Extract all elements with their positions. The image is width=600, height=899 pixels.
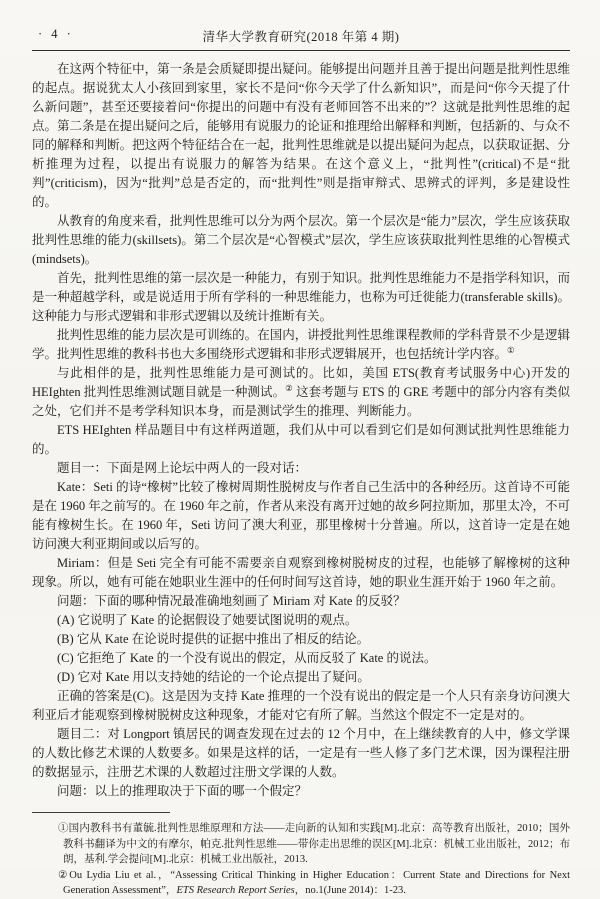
- footnote-marker: ②: [58, 869, 70, 881]
- footnote-text: 国内教科书有董毓.批判性思维原理和方法——走向新的认知和实践[M].北京：高等教育出版社，2010；国外教科书翻译为中文的有摩尔，帕克.批判性思维——带你走出思维的误区[M].北京：机械工业出版社，2012；布朗，基利.学会提问[M].北京：机械工业出版社，2013.: [63, 823, 571, 866]
- footnote-text: Ou Lydia Liu et al.，“Assessing Critical Thinking in Higher Education：Current State and Directions for Next Generation Assessment”，: [63, 869, 570, 897]
- footnote-ref: ①: [507, 344, 515, 355]
- body-paragraph: 首先，批判性思维的第一层次是一种能力，有别于知识。批判性思维能力不是指学科知识，而是一种超越学科，或是说适用于所有学科的一种思维能力，也称为可迁徙能力(transferable skills)。这种能力与形式逻辑和非形式逻辑以及统计推断有关。: [32, 271, 570, 323]
- body-paragraph: 题目一：下面是网上论坛中两人的一段对话：: [57, 461, 308, 475]
- body-paragraph: Miriam：但是 Seti 完全有可能不需要亲自观察到橡树脱树皮的过程，也能够了解橡树的这种现象。所以，她有可能在她职业生涯中的任何时间写这首诗，她的职业生涯开始于 1960 年之前。: [32, 556, 570, 589]
- body-paragraph: 问题：以上的推理取决于下面的哪一个假定？: [57, 784, 308, 798]
- body-paragraph: (B) 它从 Kate 在论说时提供的证据中推出了相反的结论。: [57, 632, 370, 646]
- body-paragraph: Kate：Seti 的诗“橡树”比较了橡树周期性脱树皮与作者自己生活中的各种经历。这首诗不可能是在 1960 年之前写的。在 1960 年之前，作者从来没有离开过她的故乡阿拉斯加，那里太冷，不可能有橡树生长。在 1960 年，Seti 访问了澳大利亚，那里橡树十分普遍。所以，这首诗一定是在她访问澳大利亚期间或以后写的。: [32, 480, 570, 551]
- footnote-marker: ①: [58, 823, 69, 834]
- footnote-list: [58, 821, 570, 899]
- body-paragraph: ETS HEIghten 样品题目中有这样两道题，我们从中可以看到它们是如何测试批判性思维能力的。: [32, 423, 570, 456]
- footnote-rule: [32, 812, 170, 813]
- page-header: [32, 26, 570, 45]
- page-number: · 4 ·: [38, 27, 74, 41]
- header-rule: [32, 50, 570, 51]
- body-paragraph: (A) 它说明了 Kate 的论据假设了她要试图说明的观点。: [57, 613, 358, 627]
- body-paragraph: 问题：下面的哪种情况最准确地刻画了 Miriam 对 Kate 的反驳？: [57, 594, 406, 608]
- footnote-text: ，no.1(June 2014)：1-23.: [294, 885, 406, 897]
- body-paragraph: (D) 它对 Kate 用以支持她的结论的一个论点提出了疑问。: [57, 670, 370, 684]
- footnote-item: [58, 821, 570, 868]
- footnote-ref: ②: [285, 382, 293, 393]
- footnote-journal-name: ETS Research Report Series: [176, 885, 295, 897]
- body-paragraph: 在这两个特征中，第一条是会质疑即提出疑问。能够提出问题并且善于提出问题是批判性思维的起点。据说犹太人小孩回到家里，家长不是问“你今天学了什么新知识”，而是问“你今天提了什么新问题”，甚至还要接着问“你提出的问题中有没有老师回答不出来的”？这就是批判性思维的起点。第二条是在提出疑问之后，能够用有说服力的论证和推理给出解释和判断，包括新的、与众不同的解释和判断。把这两个特征结合在一起，批判性思维就是以提出疑问为起点，以获取证据、分析推理为过程，以提出有说服力的解答为结果。在这个意义上，“批判性”(critical)不是“批判”(criticism)，因为“批判”总是否定的，而“批判性”则是指审辩式、思辨式的评判，多是建设性的。: [32, 62, 570, 209]
- body-paragraph: (C) 它拒绝了 Kate 的一个没有说出的假定，从而反驳了 Kate 的说法。: [57, 651, 437, 665]
- body-paragraph: 与此相伴的是，批判性思维能力是可测试的。比如，美国 ETS(教育考试服务中心)开发的 HEIghten 批判性思维测试题目就是一种测试。② 这套考题与 ETS 的 GRE 考题中的部分内容有类似之处，它们并不是考学科知识本身，而是测试学生的推理、判断能力。: [32, 366, 570, 418]
- article-body: [32, 60, 570, 801]
- journal-title: 清华大学教育研究(2018 年第 4 期): [202, 30, 400, 44]
- body-paragraph: 正确的答案是(C)。这是因为支持 Kate 推理的一个没有说出的假定是一个人只有亲身访问澳大利亚后才能观察到橡树脱树皮这种现象，才能对它有所了解。当然这个假定不一定是对的。: [32, 689, 570, 722]
- footnote-item: [58, 868, 570, 899]
- body-paragraph: 批判性思维的能力层次是可训练的。在国内，讲授批判性思维课程教师的学科背景不少是逻辑学。批判性思维的教科书也大多围绕形式逻辑和非形式逻辑展开，也包括统计学内容。①: [32, 328, 570, 361]
- body-paragraph: 题目二：对 Longport 镇居民的调查发现在过去的 12 个月中，在上继续教育的人中，修文学课的人数比修艺术课的人数要多。如果是这样的话，一定是有一些人修了多门艺术课，因为课程注册的数据显示，注册艺术课的人数超过注册文学课的人数。: [32, 727, 570, 779]
- body-paragraph: 从教育的角度来看，批判性思维可以分为两个层次。第一个层次是“能力”层次，学生应该获取批判性思维的能力(skillsets)。第二个层次是“心智模式”层次，学生应该获取批判性思维的心智模式(mindsets)。: [32, 214, 570, 266]
